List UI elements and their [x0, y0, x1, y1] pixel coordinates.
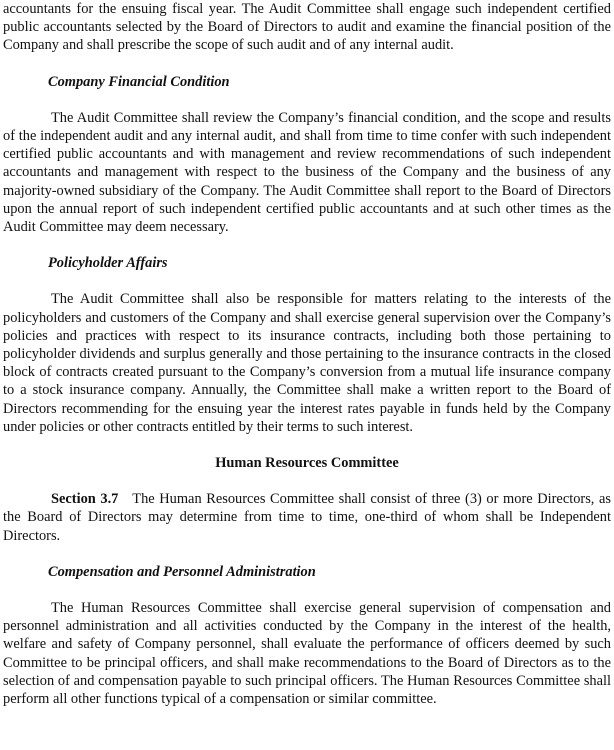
- paragraph-section-3-7: [3, 490, 611, 545]
- paragraph-policyholder-affairs: The Audit Committee shall also be responsible for matters relating to the interests of the policyholders and customers of the Company and shall exercise general supervision over the Company’s policies and practices with respect to its insurance contracts, including both those pertaining to policyholder dividends and surplus generally and those pertaining to the insurance contracts in the closed block of contracts created pursuant to the Company’s conversion from a mutual life insurance company to a stock insurance company. Annually, the Committee shall make a written report to the Board of Directors recommending for the ensuing year the interest rates payable in funds held by the Company under policies or other contracts entitled by their terms to such interest.: [3, 291, 611, 435]
- heading-compensation-personnel: Compensation and Personnel Administration: [48, 563, 316, 580]
- section-text: The Human Resources Committee shall consist of three (3) or more Directors, as the Board of Directors may determine from time to time, one-third of whom shall be Independent Directors.: [3, 491, 612, 544]
- paragraph-compensation: The Human Resources Committee shall exercise general supervision of compensation and personnel administration and all activities conducted by the Company in the interest of the health, welfare and safety of Company personnel, shall evaluate the performance of officers deemed by such Committee to be principal officers, and shall make recommendations to the Board of Directors as to the selection of and compensation payable to such principal officers. The Human Resources Committee shall perform all other functions typical of a compensation or similar committee.: [3, 600, 611, 708]
- heading-policyholder-affairs: Policyholder Affairs: [48, 255, 168, 272]
- heading-company-financial-condition: Company Financial Condition: [48, 73, 230, 90]
- paragraph-audit-continuation: accountants for the ensuing fiscal year. The Audit Committee shall engage such independent certified public accountants selected by the Board of Directors to audit and examine the financial position of the Company and shall prescribe the scope of such audit and of any internal audit.: [3, 1, 611, 54]
- section-label: Section 3.7: [51, 491, 119, 508]
- heading-human-resources-committee: Human Resources Committee: [215, 455, 399, 472]
- paragraph-financial-condition: The Audit Committee shall review the Company’s financial condition, and the scope and results of the independent audit and any internal audit, and shall from time to time confer with such independent certified public accountants and with management and review recommendations of such independent accountants and management with respect to the business of the Company and the business of any majority-owned subsidiary of the Company. The Audit Committee shall report to the Board of Directors upon the annual report of such independent certified public accountants and at such other times as the Audit Committee may deem necessary.: [3, 109, 611, 236]
